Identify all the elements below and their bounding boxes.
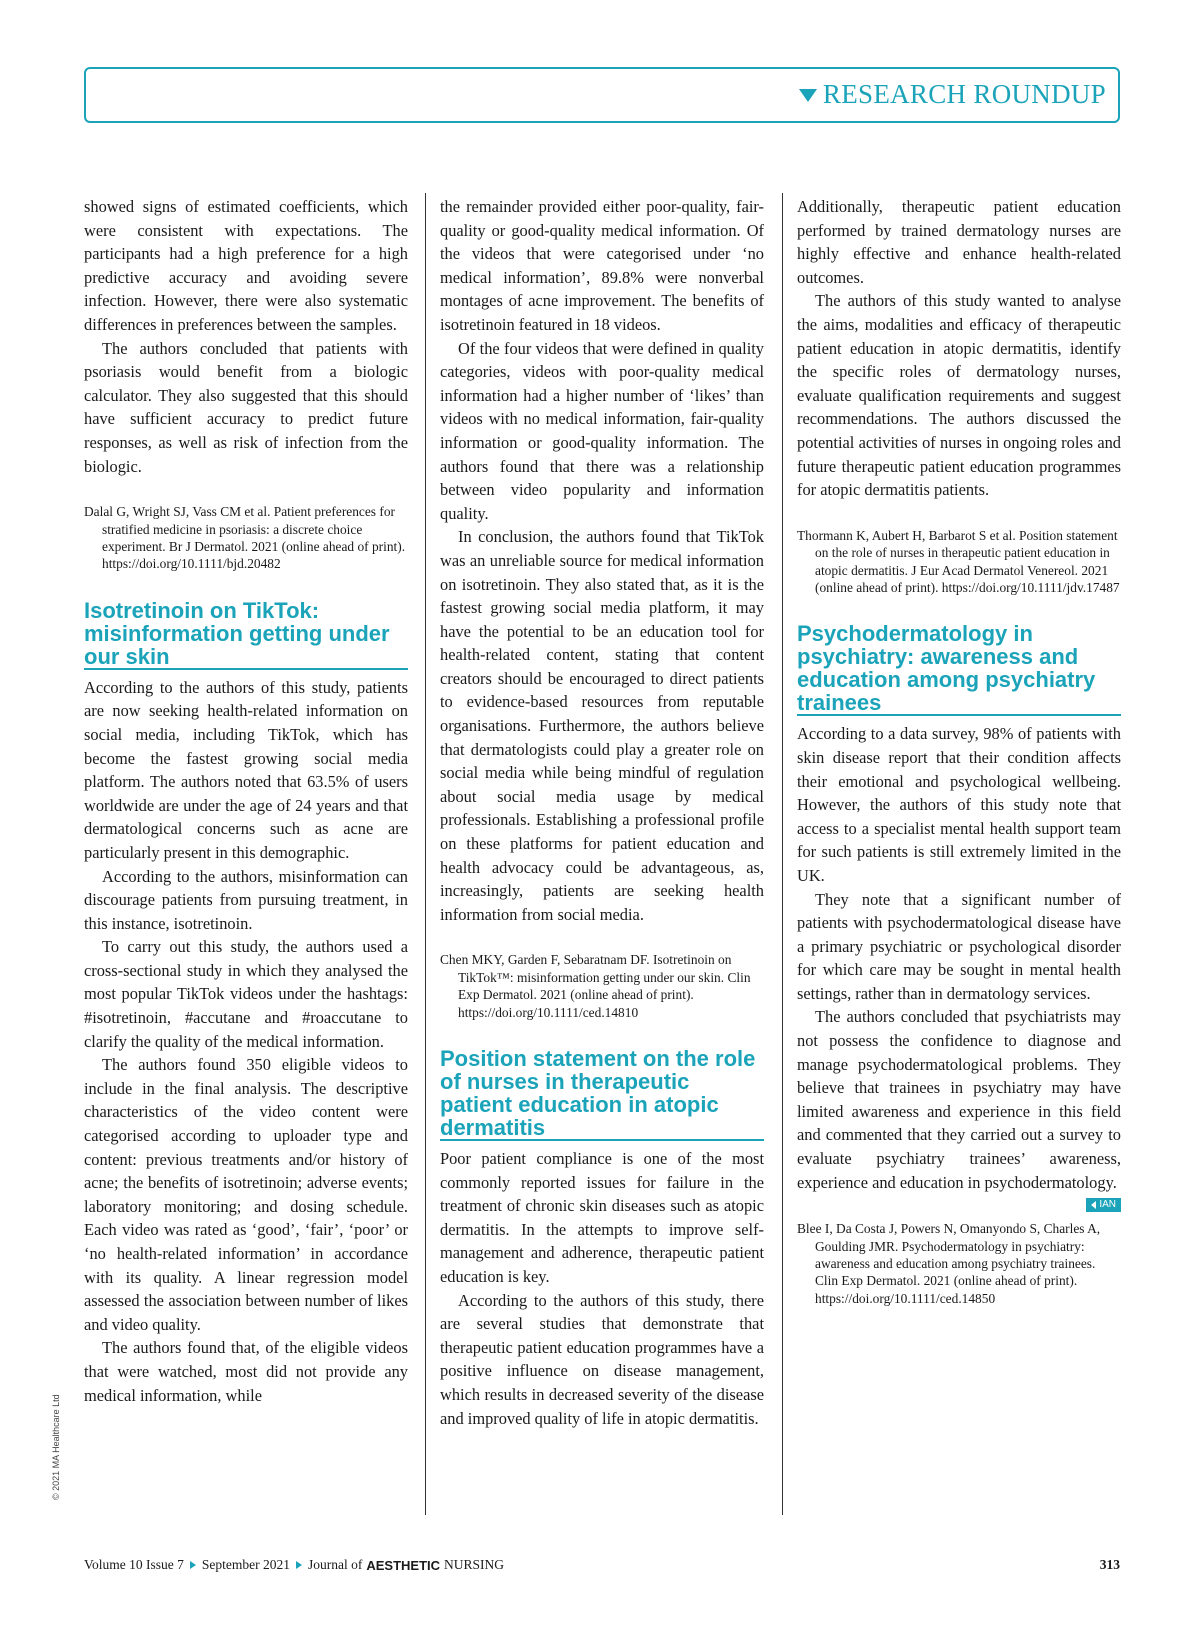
author-initials-badge [797, 1198, 1121, 1212]
paragraph: The authors found that, of the eligible videos that were watched, most did not provide any medical information, while [84, 1338, 408, 1405]
paragraph: Additionally, therapeutic patient education performed by trained dermatology nurses are highly effective and enhance health-related outcomes. [797, 197, 1121, 287]
triangle-down-icon [799, 89, 817, 102]
column-divider [782, 193, 783, 1515]
column-1 [84, 195, 408, 1407]
section-header-box [84, 67, 1120, 123]
footer-journal-rest: NURSING [444, 1557, 505, 1572]
paragraph: According to the authors, misinformation can discourage patients from pursuing treatment, in this instance, isotretinoin. [84, 866, 408, 933]
paragraph: Poor patient compliance is one of the most commonly reported issues for failure in the treatment of chronic skin diseases such as atopic dermatitis. In the attempts to improve self-management and adherence, therapeutic patient education is key. [440, 1149, 764, 1286]
column-divider [425, 193, 426, 1515]
paragraph: The authors of this study wanted to analyse the aims, modalities and efficacy of therapeutic patient education in atopic dermatitis, identify the specific roles of dermatology nurses, evaluate qualification requirements and suggest recommendations. The authors discussed the potential activities of nurses in ongoing roles and future therapeutic patient education programmes for atopic dermatitis patients. [797, 291, 1121, 500]
footer-volume: Volume 10 Issue 7 [84, 1557, 184, 1572]
footer-journal-prefix: Journal of [307, 1557, 363, 1572]
reference: Dalal G, Wright SJ, Vass CM et al. Patient preferences for stratified medicine in psoriasis: a discrete choice experiment. Br J Dermatol. 2021 (online ahead of print). https://doi.org/10.1111/bjd.20482 [84, 504, 406, 572]
triangle-right-icon [190, 1561, 196, 1569]
reference: Blee I, Da Costa J, Powers N, Omanyondo S, Charles A, Goulding JMR. Psychodermatology in psychiatry: awareness and education among psychiatry trainees. Clin Exp Dermatol. 2021 (online ahead of print). https://doi.org/10.1111/ced.14850 [797, 1221, 1101, 1306]
paragraph: According to the authors of this study, there are several studies that demonstrate that therapeutic patient education programmes have a positive influence on disease management, which results in decreased severity of the disease and improved quality of life in atopic dermatitis. [440, 1290, 764, 1428]
paragraph: showed signs of estimated coefficients, which were consistent with expectations. The participants had a high preference for a high predictive accuracy and avoiding severe infection. However, there were also systematic differences in preferences between the samples. [84, 197, 408, 334]
article-heading: Psychodermatology in psychiatry: awareness and education among psychiatry trainees [797, 622, 1121, 716]
reference: Thormann K, Aubert H, Barbarot S et al. Position statement on the role of nurses in therapeutic patient education in atopic dermatitis. J Eur Acad Dermatol Venereol. 2021 (online ahead of print). https://doi.org/10.1111/jdv.17487 [797, 527, 1120, 595]
paragraph: In conclusion, the authors found that TikTok was an unreliable source for medical information on isotretinoin. They also stated that, as it is the fastest growing social media platform, it may have the potential to be an education tool for health-related content, stating that content creators should be encouraged to direct patients to evidence-based resources from reputable organisations. Furthermore, the authors believe that dermatologists could play a greater role on social media while being mindful of regulation about social media usage by medical professionals. Establishing a professional profile on these platforms for patient education and health advocacy could be advantageous, as, increasingly, patients are seeking health information from social media. [440, 527, 764, 924]
footer-date: September 2021 [201, 1557, 290, 1572]
paragraph: The authors concluded that patients with psoriasis would benefit from a biologic calculator. They also suggested that this should have sufficient accuracy to predict future responses, as well as risk of infection from the biologic. [84, 338, 408, 476]
paragraph: The authors found 350 eligible videos to include in the final analysis. The descriptive characteristics of the video content were categorised according to uploader type and content: previous treatments and/or history of acne; the benefits of isotretinoin; adverse events; laboratory monitoring; and dosing schedule. Each video was rated as ‘good’, ‘fair’, ‘poor’ or ‘no health-related information’ in accordance with its quality. A linear regression model assessed the association between number of likes and video quality. [84, 1055, 408, 1334]
paragraph: Of the four videos that were defined in quality categories, videos with poor-quality medical information had a higher number of ‘likes’ than videos with no medical information, fair-quality information or good-quality information. The authors found that there was a relationship between video popularity and information quality. [440, 338, 764, 523]
page-footer [84, 1557, 1120, 1573]
paragraph: The authors concluded that psychiatrists may not possess the confidence to diagnose and manage psychodermatological problems. They believe that trainees in psychiatry may have limited awareness and experience in this field and commented that they carried out a survey to evaluate psychiatry trainees’ awareness, experience and education in psychodermatology. [797, 1007, 1121, 1192]
section-label [799, 79, 1106, 110]
reference: Chen MKY, Garden F, Sebaratnam DF. Isotretinoin on TikTok™: misinformation getting under our skin. Clin Exp Dermatol. 2021 (online ahead of print). https://doi.org/10.1111/ced.14810 [440, 952, 751, 1020]
paragraph: According to a data survey, 98% of patients with skin disease report that their condition affects their emotional and psychological wellbeing. However, the authors of this study note that access to a specialist mental health support team for such patients is still extremely limited in the UK. [797, 724, 1121, 885]
author-initials: IAN [1086, 1198, 1121, 1212]
section-title: RESEARCH ROUNDUP [822, 79, 1106, 109]
article-heading: Isotretinoin on TikTok: misinformation getting under our skin [84, 599, 408, 670]
paragraph: the remainder provided either poor-quality, fair-quality or good-quality medical information. Of the videos that were categorised under ‘no medical information’, 89.8% were nonverbal montages of acne improvement. The benefits of isotretinoin featured in 18 videos. [440, 197, 764, 334]
triangle-right-icon [296, 1561, 302, 1569]
copyright-notice: © 2021 MA Healthcare Ltd [51, 1394, 61, 1500]
paragraph: According to the authors of this study, patients are now seeking health-related information on social media, including TikTok, which has become the fastest growing social media platform. The authors noted that 63.5% of users worldwide are under the age of 24 years and that dermatological concerns such as acne are particularly present in this demographic. [84, 677, 408, 862]
column-2 [440, 195, 764, 1430]
paragraph: They note that a significant number of patients with psychodermatological disease have a primary psychiatric or psychological disorder for which care may be sought in mental health settings, rather than in dermatology services. [797, 889, 1121, 1003]
page-number: 313 [1099, 1557, 1120, 1572]
footer-journal-bold: AESTHETIC [366, 1557, 441, 1573]
column-3 [797, 195, 1121, 1333]
paragraph: To carry out this study, the authors used a cross-sectional study in which they analysed the most popular TikTok videos under the hashtags: #isotretinoin, #accutane and #roaccutane to clarify the quality of the medical information. [84, 937, 408, 1051]
article-heading: Position statement on the role of nurses in therapeutic patient education in atopic dermatitis [440, 1047, 764, 1141]
